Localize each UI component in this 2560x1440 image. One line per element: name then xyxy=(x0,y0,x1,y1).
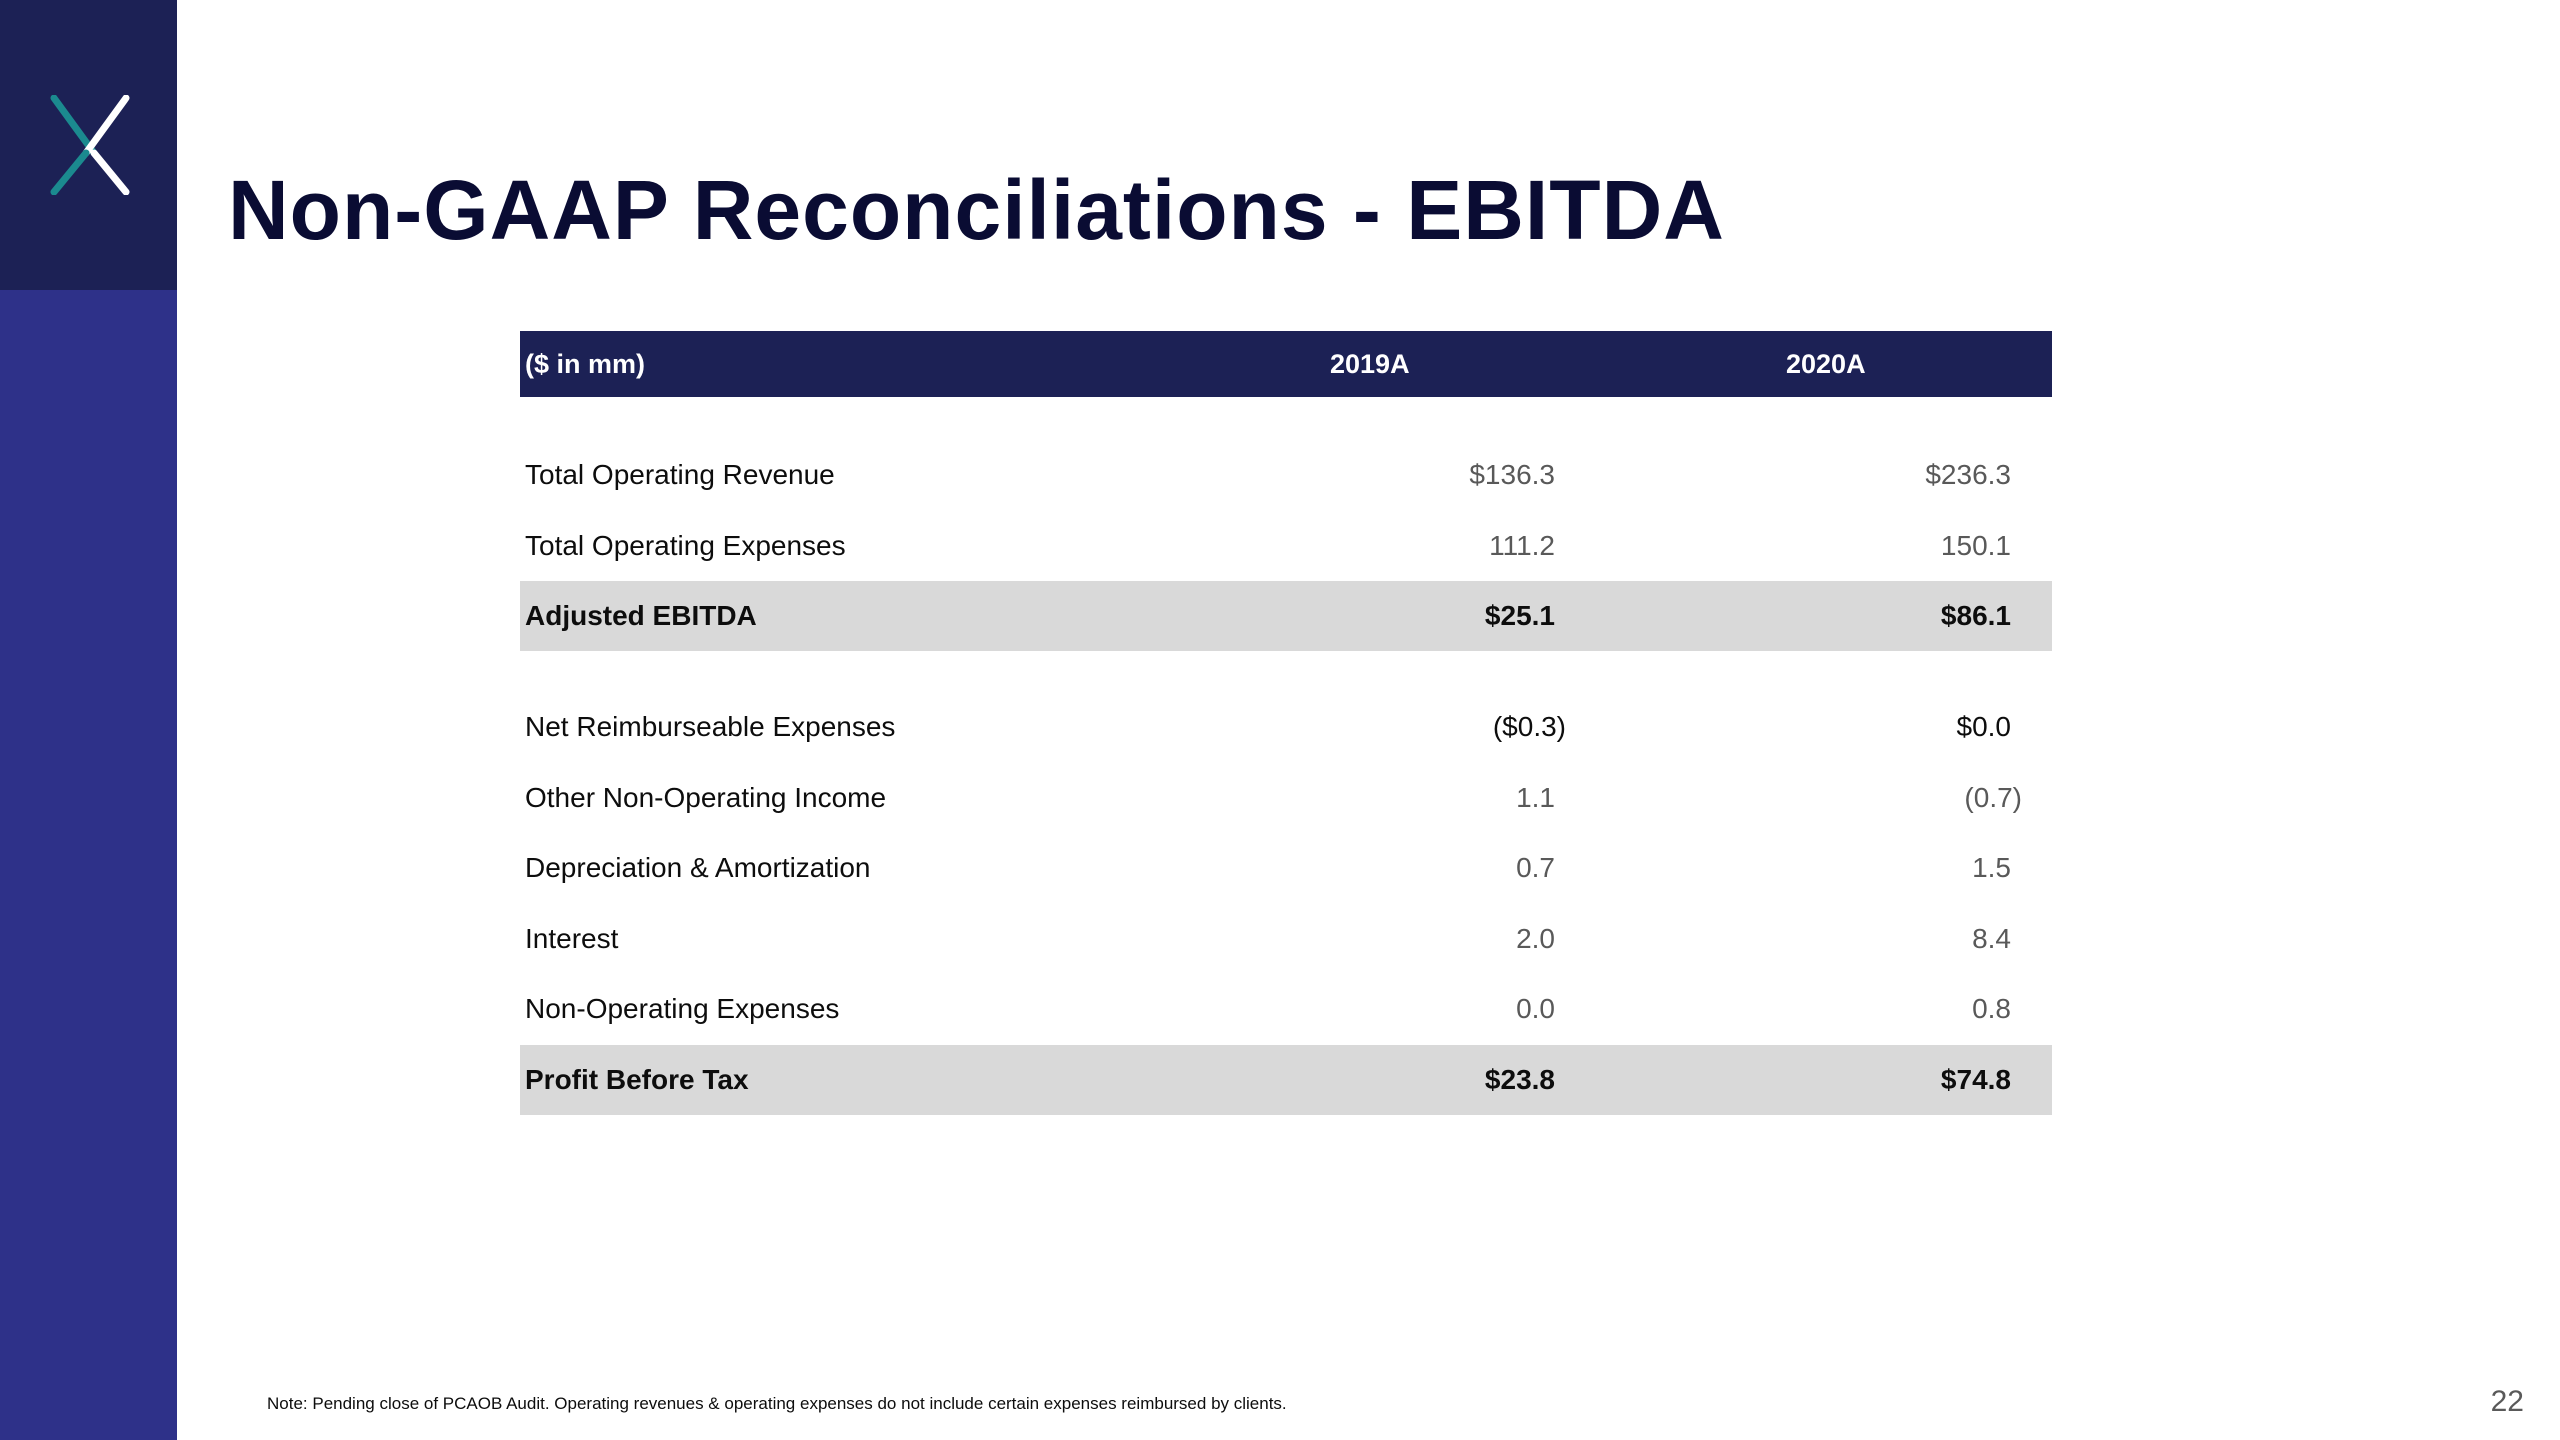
row-value-2019: 2.0 xyxy=(1516,923,1555,954)
page-title: Non-GAAP Reconciliations - EBITDA xyxy=(228,163,1725,257)
row-value-2020: (0.7) xyxy=(1964,782,2022,813)
table-row-total xyxy=(520,1045,2052,1115)
row-label: Other Non-Operating Income xyxy=(525,782,887,813)
row-value-2019: $23.8 xyxy=(1484,1064,1555,1095)
row-value-2019: 0.0 xyxy=(1516,993,1555,1024)
table-row-total-operating-revenue xyxy=(520,331,2052,401)
row-label: Interest xyxy=(525,923,619,954)
row-label: Profit Before Tax xyxy=(525,1064,749,1095)
row-label: Adjusted EBITDA xyxy=(525,600,757,631)
table-row-subtotal xyxy=(520,581,2052,651)
row-label: Total Operating Revenue xyxy=(525,459,835,490)
table-row xyxy=(520,833,2052,903)
row-label: Depreciation & Amortization xyxy=(525,852,871,883)
footnote: Note: Pending close of PCAOB Audit. Operating revenues & operating expenses do not include certain expenses reimbursed by clients. xyxy=(267,1394,1287,1413)
table-row xyxy=(520,511,2052,581)
table-row xyxy=(520,974,2052,1044)
table-row xyxy=(520,440,2052,510)
table-row xyxy=(520,692,2052,762)
table-row xyxy=(520,763,2052,833)
row-value-2020: 150.1 xyxy=(1940,530,2011,561)
header-2019a: 2019A xyxy=(1330,349,1410,379)
header-2020a: 2020A xyxy=(1786,349,1866,379)
row-label: Total Operating Expenses xyxy=(525,530,846,561)
row-value-2020: $236.3 xyxy=(1925,459,2011,490)
sidebar xyxy=(0,0,177,1440)
row-value-2019: $136.3 xyxy=(1469,459,1555,490)
row-value-2020: 8.4 xyxy=(1972,923,2011,954)
row-label: Non-Operating Expenses xyxy=(525,993,840,1024)
table-row xyxy=(520,904,2052,974)
ebitda-reconciliation-table xyxy=(520,331,2052,397)
row-value-2019: 1.1 xyxy=(1516,782,1555,813)
row-value-2019: $25.1 xyxy=(1484,600,1555,631)
x-logo-icon xyxy=(48,95,130,195)
row-value-2019: 111.2 xyxy=(1489,530,1555,561)
sidebar-logo-block xyxy=(0,0,177,290)
header-units: ($ in mm) xyxy=(525,349,646,379)
row-value-2020: 0.8 xyxy=(1972,993,2011,1024)
row-value-2019: 0.7 xyxy=(1516,852,1555,883)
row-value-2020: $74.8 xyxy=(1940,1064,2011,1095)
row-value-2020: $86.1 xyxy=(1940,600,2011,631)
row-value-2019: ($0.3) xyxy=(1492,711,1566,742)
row-value-2020: 1.5 xyxy=(1972,852,2011,883)
row-value-2020: $0.0 xyxy=(1956,711,2011,742)
row-label: Net Reimburseable Expenses xyxy=(525,711,896,742)
page-number: 22 xyxy=(2490,1385,2524,1418)
